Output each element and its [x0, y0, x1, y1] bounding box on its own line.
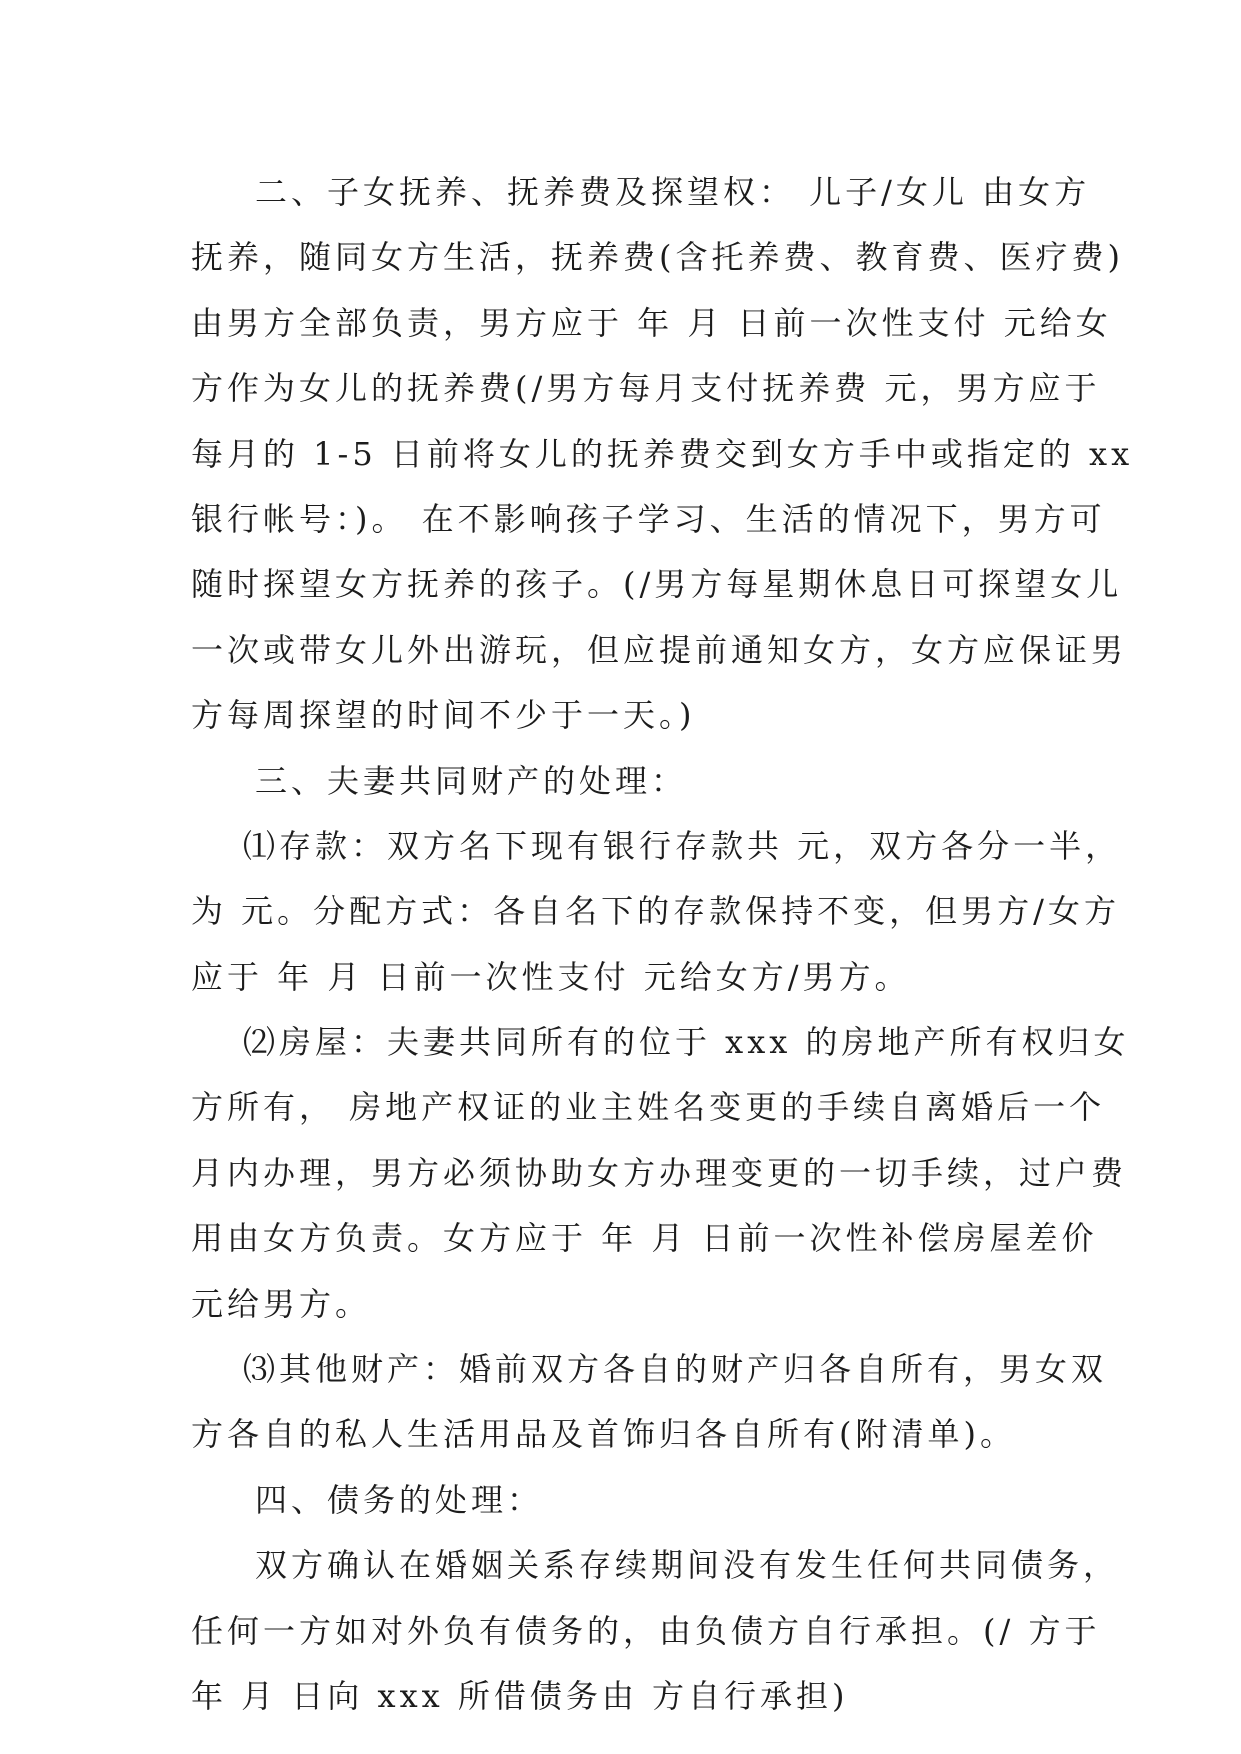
- text-line: 一次或带女儿外出游玩，但应提前通知女方，女方应保证男: [191, 630, 1128, 669]
- text-line: 月内办理，男方必须协助女方办理变更的一切手续，过户费: [191, 1153, 1128, 1192]
- text-line: 应于 年 月 日前一次性支付 元给女方/男方。: [191, 957, 911, 996]
- text-line: 抚养，随同女方生活，抚养费(含托养费、教育费、医疗费): [191, 238, 1124, 277]
- item-house: ⑵房屋：夫妻共同所有的位于 xxx 的房地产所有权归女: [243, 1023, 1130, 1062]
- text-line: 为 元。分配方式：各自名下的存款保持不变，但男方/女方: [191, 892, 1120, 931]
- text-line: 方各自的私人生活用品及首饰归各自所有(附清单)。: [191, 1415, 1016, 1454]
- text-line: 方每周探望的时间不少于一天。): [191, 696, 696, 735]
- item-deposits: ⑴存款：双方名下现有银行存款共 元，双方各分一半，: [243, 826, 1122, 865]
- document-body: [191, 160, 1134, 1729]
- text-line: 方作为女儿的抚养费(/男方每月支付抚养费 元，男方应于: [191, 369, 1101, 408]
- text-line: 元给男方。: [191, 1284, 372, 1323]
- section-heading-debts: 四、债务的处理：: [255, 1480, 544, 1519]
- text-line: 随时探望女方抚养的孩子。(/男方每星期休息日可探望女儿: [191, 565, 1123, 604]
- text-line: 用由女方负责。女方应于 年 月 日前一次性补偿房屋差价: [191, 1219, 1098, 1258]
- item-other-property: ⑶其他财产：婚前双方各自的财产归各自所有，男女双: [243, 1350, 1108, 1389]
- text-line: 每月的 1-5 日前将女儿的抚养费交到女方手中或指定的 xx: [191, 434, 1134, 473]
- text-line: 银行帐号：)。 在不影响孩子学习、生活的情况下，男方可: [191, 499, 1106, 538]
- text-line: 年 月 日向 xxx 所借债务由 方自行承担): [191, 1676, 849, 1715]
- text-line: 方所有， 房地产权证的业主姓名变更的手续自离婚后一个: [191, 1088, 1106, 1127]
- section-heading-property: 三、夫妻共同财产的处理：: [255, 761, 688, 800]
- text-line: 任何一方如对外负有债务的，由负债方自行承担。(/ 方于: [191, 1611, 1101, 1650]
- text-line: 由男方全部负责，男方应于 年 月 日前一次性支付 元给女: [191, 303, 1112, 342]
- text-line: 双方确认在婚姻关系存续期间没有发生任何共同债务，: [255, 1546, 1120, 1585]
- section-heading-child-custody: 二、子女抚养、抚养费及探望权： 儿子/女儿 由女方: [255, 173, 1091, 211]
